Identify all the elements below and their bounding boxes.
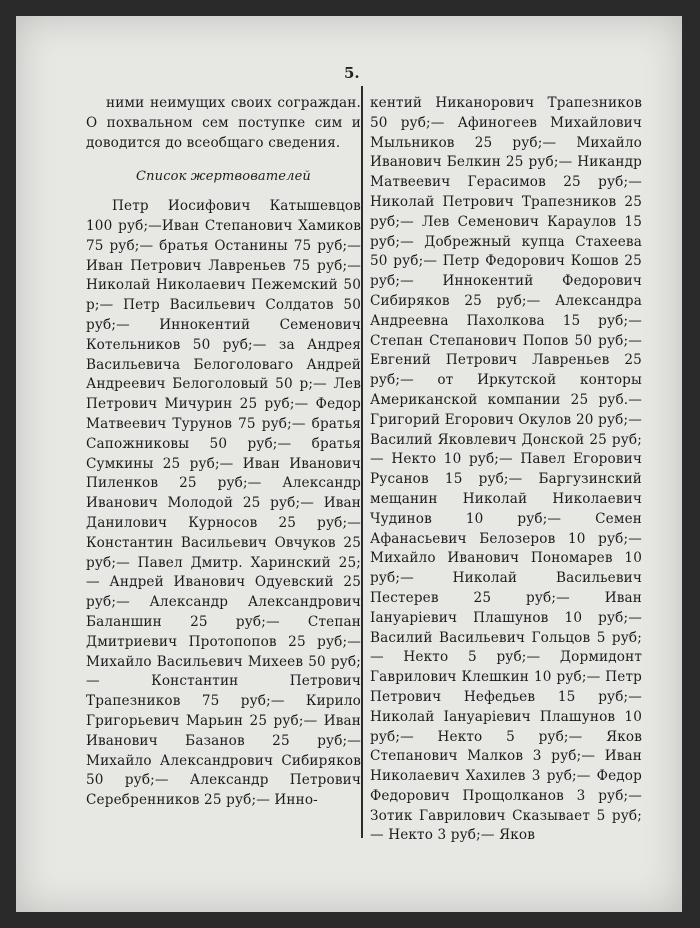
page-number: 5. xyxy=(344,64,360,82)
intro-paragraph: ними неимущих своих сограждан. О похвальном сем поступке сим и доводится до всеобщаго сведения. xyxy=(86,95,361,151)
donors-list-right: кентий Никанорович Трапезников 50 руб;— Афиногеев Михайлович Мыльников 25 руб;— Михайло Иванович Белкин 25 руб;— Никандр Матвеевич Герасимов 25 руб;— Николай Петрович Трапезников 25 руб;— Лев Семенович Караулов 15 руб;— Добрежный купца Стахеева 50 руб;— Петр Федорович Кошов 25 руб;— Иннокентий Федорович Сибиряков 25 руб;— Александра Андреевна Пахолкова 15 руб;— Степан Степанович Попов 50 руб;— Евгений Петрович Лавреньев 25 руб;— от Иркутской конторы Американской компании 25 руб.— Григорий Егорович Окулов 20 руб;— Василий Яковлевич Донской 25 руб;— Некто 10 руб;— Павел Егорович Русанов 15 руб;— Баргузинский мещанин Николай Николаевич Чудинов 10 руб;— Семен Афанасьевич Белозеров 10 руб;— Михайло Иванович Пономарев 10 руб;— Николай Васильевич Пестерев 25 руб;— Иван Іануаріевич Плашунов 10 руб;— Василий Васильевич Гольцов 5 руб;— Некто 5 руб;— Дормидонт Гаврилович Клешкин 10 руб;— Петр Петрович Нефедьев 15 руб;— Николай Іануаріевич Плашунов 10 руб;— Некто 5 руб;— Яков Степанович Малков 3 руб;— Иван Николаевич Хахилев 3 руб;— Федор Федорович Прощолканов 3 руб;— Зотик Гаврилович Сказывает 5 руб;— Некто 3 руб;— Яков xyxy=(370,95,642,844)
left-column xyxy=(86,94,361,811)
column-divider xyxy=(361,86,363,838)
donors-list-left: Петр Иосифович Катышевцов 100 руб;—Иван Степанович Хамиков 75 руб;— братья Останины 75 руб;— Иван Петрович Лавреньев 75 руб;— Николай Николаевич Пежемский 50 р;— Петр Васильевич Солдатов 50 руб;— Иннокентий Семенович Котельников 50 руб;— за Андрея Васильевича Белоголоваго Андрей Андреевич Белоголовый 50 р;— Лев Петрович Мичурин 25 руб;— Федор Матвеевич Турунов 75 руб;— братья Сапожниковы 50 руб;— братья Сумкины 25 руб;— Иван Иванович Пиленков 25 руб;— Александр Иванович Молодой 25 руб;— Иван Данилович Курносов 25 руб;— Константин Васильевич Овчуков 25 руб;— Павел Дмитр. Харинский 25;— Андрей Иванович Одуевский 25 руб;— Александр Александрович Баланшин 25 руб;— Степан Дмитриевич Протопопов 25 руб;— Михайло Васильевич Михеев 50 руб;— Константин Петрович Трапезников 75 руб;— Кирило Григорьевич Марьин 25 руб;— Иван Иванович Базанов 25 руб;— Михайло Александрович Сибиряков 50 руб;— Александр Петрович Серебренников 25 руб;— Инно- xyxy=(86,198,361,809)
donors-list-heading: Список жертвователей xyxy=(136,169,311,185)
right-column xyxy=(370,94,642,846)
